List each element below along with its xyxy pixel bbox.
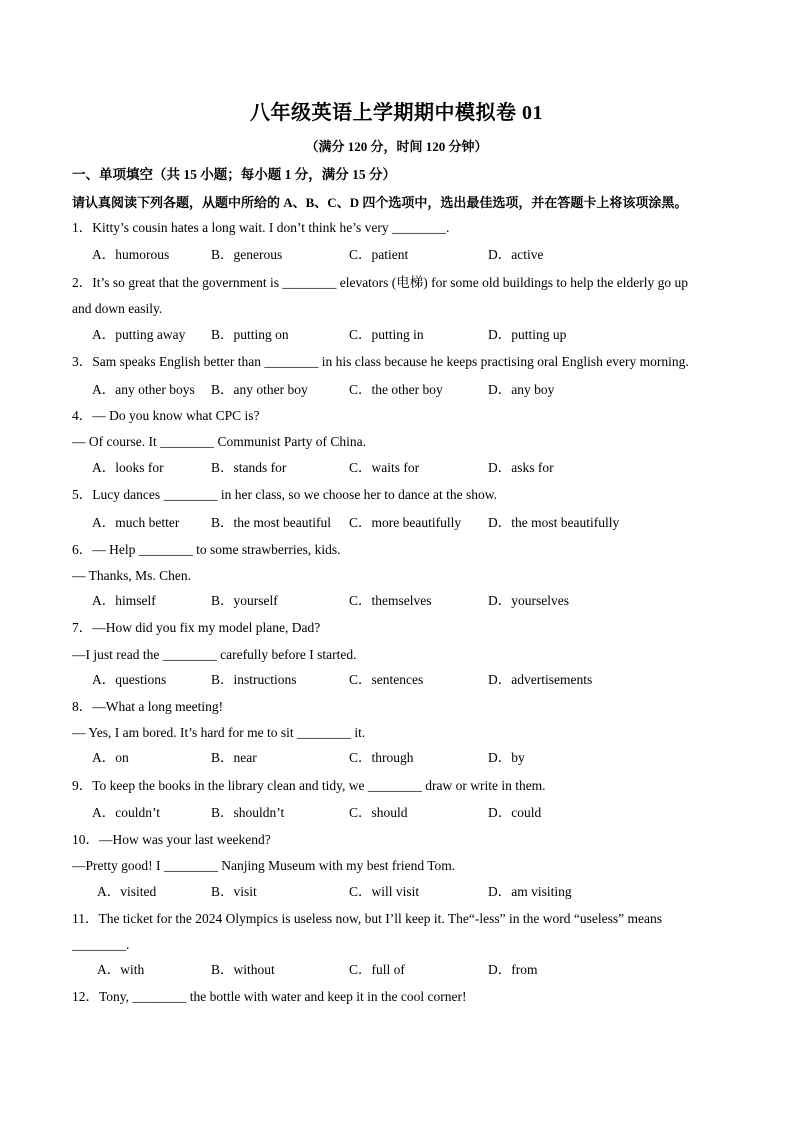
q5-option-c[interactable]: C．more beautifully: [349, 515, 462, 530]
q10-option-d[interactable]: D．am visiting: [488, 884, 572, 899]
q9-option-c[interactable]: C．should: [349, 805, 408, 820]
q2-option-a[interactable]: A．putting away: [92, 327, 186, 342]
q7-option-a[interactable]: A．questions: [92, 672, 167, 687]
q10-option-c[interactable]: C．will visit: [349, 884, 420, 899]
question-3-stem: 3．Sam speaks English better than ________ in his class because he keeps practising oral English every morning.: [72, 354, 689, 369]
q5-option-a[interactable]: A．much better: [92, 515, 180, 530]
q5-option-b[interactable]: B．the most beautiful: [211, 515, 331, 530]
question-12-stem: 12．Tony, ________ the bottle with water and keep it in the cool corner!: [72, 989, 467, 1004]
page-title: 八年级英语上学期期中模拟卷 01: [250, 102, 543, 124]
exam-info: （满分 120 分，时间 120 分钟）: [305, 139, 488, 154]
q4-option-b[interactable]: B．stands for: [211, 460, 287, 475]
question-9-stem: 9．To keep the books in the library clean and tidy, we ________ draw or write in them.: [72, 778, 546, 793]
q6-option-d[interactable]: D．yourselves: [488, 593, 569, 608]
q6-option-b[interactable]: B．yourself: [211, 593, 278, 608]
q10-option-b[interactable]: B．visit: [211, 884, 257, 899]
q7-option-d[interactable]: D．advertisements: [488, 672, 593, 687]
question-11-stem: 11．The ticket for the 2024 Olympics is useless now, but I’ll keep it. The“-less” in the word “useless” means: [72, 911, 662, 926]
question-2-stem: 2．It’s so great that the government is ________ elevators (电梯) for some old buildings to help the elderly go up: [72, 275, 689, 290]
question-8-stem-cont: — Yes, I am bored. It’s hard for me to sit ________ it.: [72, 725, 366, 740]
section-heading: 一、单项填空（共 15 小题；每小题 1 分，满分 15 分）: [72, 167, 396, 182]
question-6-stem: 6．— Help ________ to some strawberries, kids.: [72, 542, 341, 557]
q2-option-d[interactable]: D．putting up: [488, 327, 567, 342]
q4-option-c[interactable]: C．waits for: [349, 460, 420, 475]
question-4-stem: 4．— Do you know what CPC is?: [72, 408, 260, 423]
q5-option-d[interactable]: D．the most beautifully: [488, 515, 620, 530]
q3-option-b[interactable]: B．any other boy: [211, 382, 308, 397]
q9-option-d[interactable]: D．could: [488, 805, 542, 820]
q6-option-c[interactable]: C．themselves: [349, 593, 432, 608]
question-10-stem-cont: —Pretty good! I ________ Nanjing Museum with my best friend Tom.: [72, 858, 456, 873]
q1-option-c[interactable]: C．patient: [349, 247, 409, 262]
q7-option-b[interactable]: B．instructions: [211, 672, 297, 687]
question-4-stem-cont: — Of course. It ________ Communist Party of China.: [72, 434, 366, 449]
q9-option-b[interactable]: B．shouldn’t: [211, 805, 285, 820]
q9-option-a[interactable]: A．couldn’t: [92, 805, 160, 820]
q8-option-a[interactable]: A．on: [92, 750, 129, 765]
question-2-stem-cont: and down easily.: [72, 301, 163, 316]
q8-option-d[interactable]: D．by: [488, 750, 525, 765]
q11-option-b[interactable]: B．without: [211, 962, 275, 977]
q2-option-c[interactable]: C．putting in: [349, 327, 424, 342]
q2-option-b[interactable]: B．putting on: [211, 327, 289, 342]
q1-option-a[interactable]: A．humorous: [92, 247, 170, 262]
q8-option-c[interactable]: C．through: [349, 750, 414, 765]
q3-option-c[interactable]: C．the other boy: [349, 382, 443, 397]
q11-option-d[interactable]: D．from: [488, 962, 538, 977]
q7-option-c[interactable]: C．sentences: [349, 672, 424, 687]
instruction-text: 请认真阅读下列各题，从题中所给的 A、B、C、D 四个选项中，选出最佳选项，并在答题卡上将该项涂黑。: [72, 195, 688, 210]
question-7-stem-cont: —I just read the ________ carefully before I started.: [72, 647, 357, 662]
q3-option-d[interactable]: D．any boy: [488, 382, 555, 397]
question-5-stem: 5．Lucy dances ________ in her class, so we choose her to dance at the show.: [72, 487, 498, 502]
q11-option-c[interactable]: C．full of: [349, 962, 405, 977]
q6-option-a[interactable]: A．himself: [92, 593, 156, 608]
q10-option-a[interactable]: A．visited: [97, 884, 157, 899]
q4-option-a[interactable]: A．looks for: [92, 460, 164, 475]
question-7-stem: 7．—How did you fix my model plane, Dad?: [72, 620, 321, 635]
question-11-stem-cont: ________.: [72, 937, 130, 952]
question-10-stem: 10．—How was your last weekend?: [72, 832, 271, 847]
question-8-stem: 8．—What a long meeting!: [72, 699, 224, 714]
q4-option-d[interactable]: D．asks for: [488, 460, 554, 475]
question-1-stem: 1．Kitty’s cousin hates a long wait. I don’t think he’s very ________.: [72, 220, 450, 235]
q3-option-a[interactable]: A．any other boys: [92, 382, 195, 397]
q1-option-d[interactable]: D．active: [488, 247, 544, 262]
q11-option-a[interactable]: A．with: [97, 962, 145, 977]
question-6-stem-cont: — Thanks, Ms. Chen.: [72, 568, 192, 583]
q8-option-b[interactable]: B．near: [211, 750, 257, 765]
q1-option-b[interactable]: B．generous: [211, 247, 283, 262]
